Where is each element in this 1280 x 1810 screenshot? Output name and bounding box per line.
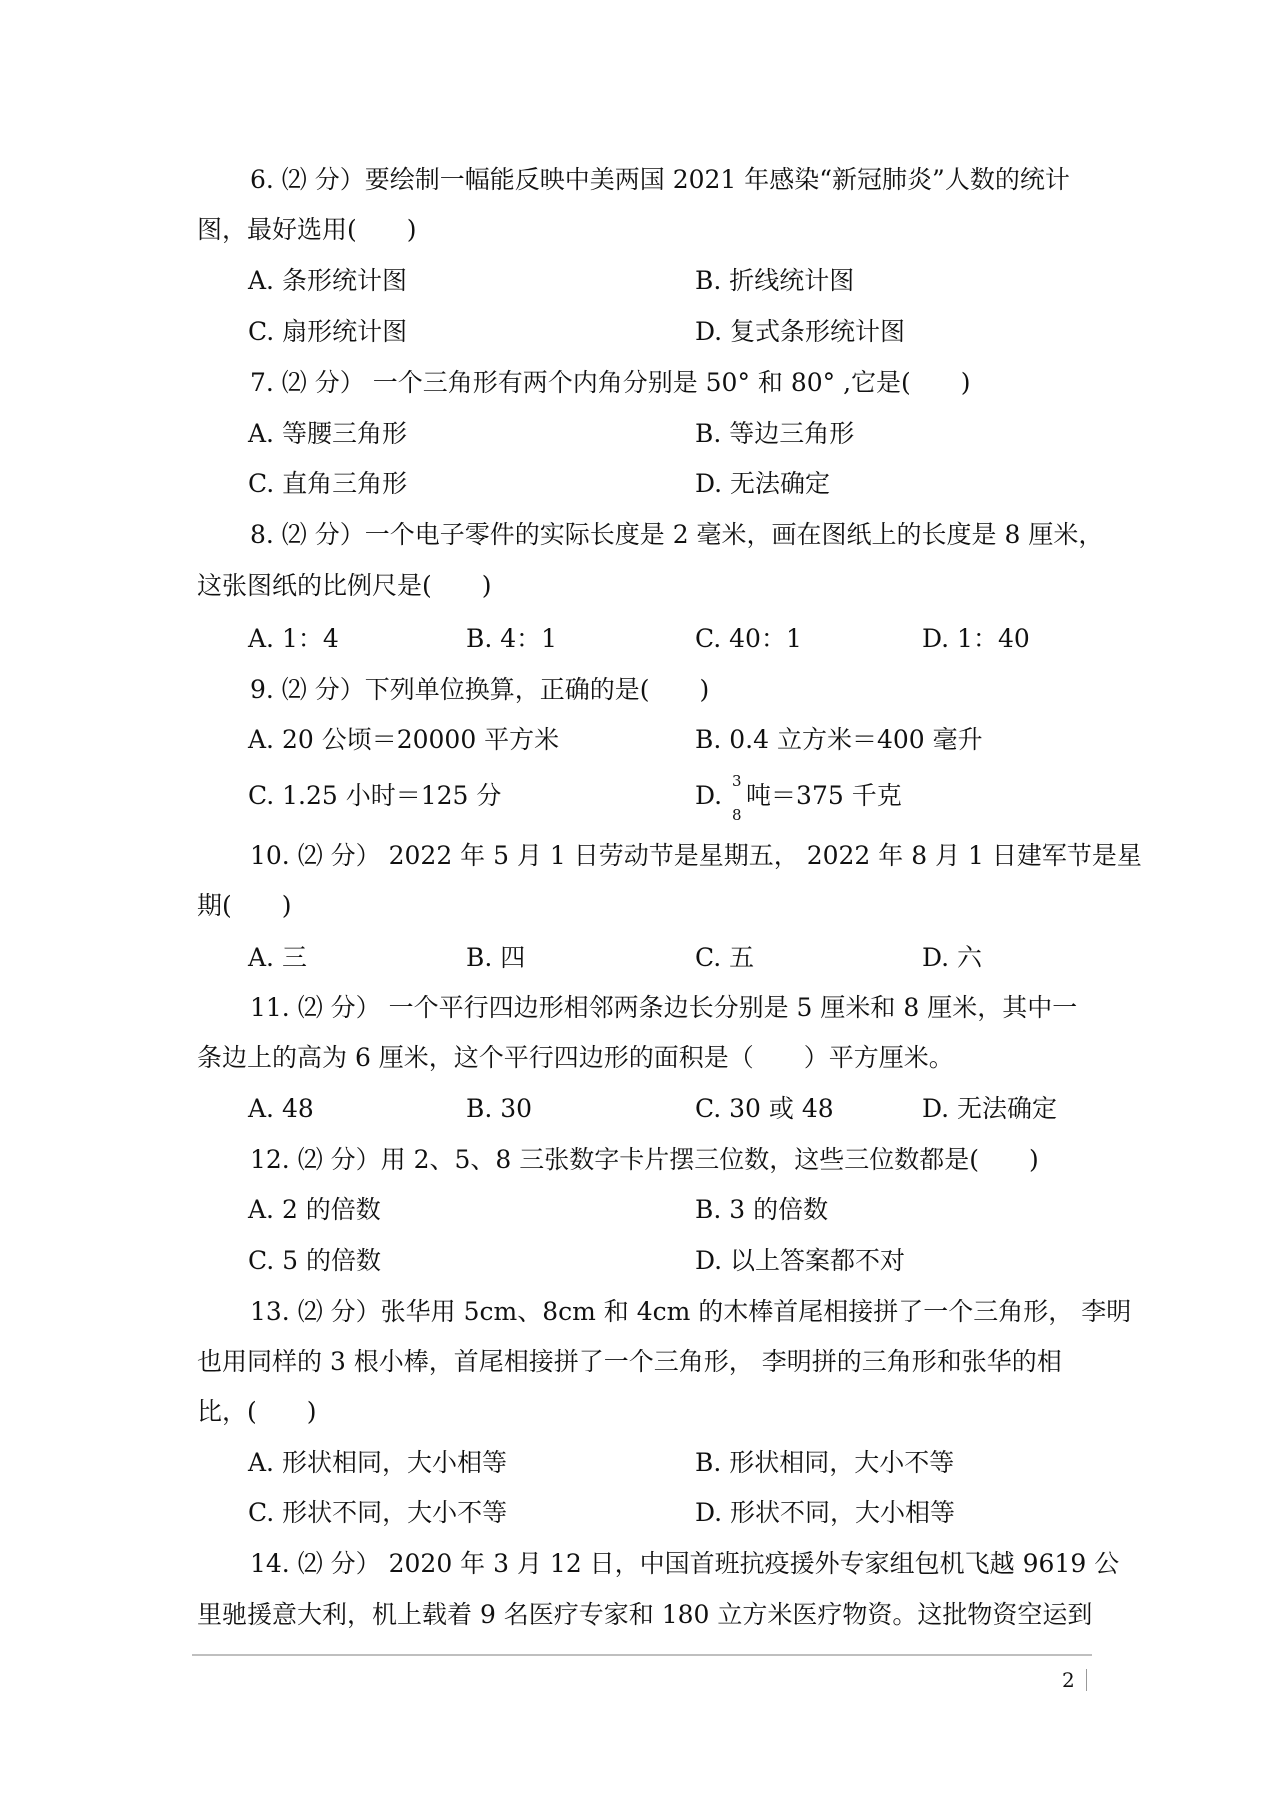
question-8-option-d: D. 1：40 [922,624,1030,653]
question-8-option-a: A. 1：4 [248,624,339,653]
question-13-option-a: A. 形状相同，大小相等 [248,1448,507,1477]
page-number-separator [1086,1669,1087,1691]
question-13-option-c: C. 形状不同，大小不等 [248,1498,508,1527]
question-12-option-d: D. 以上答案都不对 [695,1246,906,1275]
footer-divider [192,1654,1092,1656]
question-9-option-a: A. 20 公顷＝20000 平方米 [248,725,560,754]
question-8-option-c: C. 40：1 [695,624,802,653]
question-14-line-1: 14. ⑵ 分） 2020 年 3 月 12 日，中国首班抗疫援外专家组包机飞越 9619 公 [250,1549,1120,1578]
question-9-line-1: 9. ⑵ 分）下列单位换算，正确的是( ) [250,675,710,704]
question-11-option-d: D. 无法确定 [922,1094,1058,1123]
question-7-option-d: D. 无法确定 [695,469,831,498]
question-12-option-b: B. 3 的倍数 [695,1195,829,1224]
question-6-option-d: D. 复式条形统计图 [695,317,906,346]
question-11-option-c: C. 30 或 48 [695,1094,834,1123]
question-7-option-c: C. 直角三角形 [248,469,408,498]
question-10-line-2: 期( ) [197,891,292,920]
question-9-option-d-prefix: D. [695,781,731,810]
question-13-option-d: D. 形状不同，大小相等 [695,1498,956,1527]
question-6-option-c: C. 扇形统计图 [248,317,408,346]
question-7-line-1: 7. ⑵ 分） 一个三角形有两个内角分别是 50° 和 80° ,它是( ) [250,368,971,397]
question-9-option-b: B. 0.4 立方米＝400 毫升 [695,725,983,754]
question-14-line-2: 里驰援意大利，机上载着 9 名医疗专家和 180 立方米医疗物资。这批物资空运到 [197,1600,1093,1629]
question-11-option-b: B. 30 [466,1094,533,1123]
fraction-numerator: 3 [732,772,742,790]
fraction-denominator: 8 [732,806,742,824]
question-8-line-2: 这张图纸的比例尺是( ) [197,571,492,600]
question-13-option-b: B. 形状相同，大小不等 [695,1448,955,1477]
question-10-option-c: C. 五 [695,943,755,972]
question-6-option-a: A. 条形统计图 [248,266,407,295]
question-9-option-d [695,772,902,824]
question-13-line-1: 13. ⑵ 分）张华用 5cm、8cm 和 4cm 的木棒首尾相接拼了一个三角形， 李明 [250,1297,1132,1326]
question-11-option-a: A. 48 [248,1094,314,1123]
question-12-option-c: C. 5 的倍数 [248,1246,381,1275]
question-8-option-b: B. 4：1 [466,624,558,653]
question-9-option-d-suffix: 吨＝375 千克 [746,781,902,810]
question-12-option-a: A. 2 的倍数 [248,1195,381,1224]
page-number: 2 [1062,1668,1075,1692]
question-7-option-a: A. 等腰三角形 [248,419,407,448]
question-6-option-b: B. 折线统计图 [695,266,855,295]
question-7-option-b: B. 等边三角形 [695,419,855,448]
fraction [730,772,746,824]
question-11-line-1: 11. ⑵ 分） 一个平行四边形相邻两条边长分别是 5 厘米和 8 厘米，其中一 [250,993,1078,1022]
question-13-line-2: 也用同样的 3 根小棒，首尾相接拼了一个三角形， 李明拼的三角形和张华的相 [197,1347,1062,1376]
question-6-line-1: 6. ⑵ 分）要绘制一幅能反映中美两国 2021 年感染“新冠肺炎”人数的统计 [250,165,1070,194]
question-12-line-1: 12. ⑵ 分）用 2、5、8 三张数字卡片摆三位数，这些三位数都是( ) [250,1145,1039,1174]
question-9-option-c: C. 1.25 小时＝125 分 [248,781,502,810]
question-8-line-1: 8. ⑵ 分）一个电子零件的实际长度是 2 毫米，画在图纸上的长度是 8 厘米， [250,520,1104,549]
question-11-line-2: 条边上的高为 6 厘米，这个平行四边形的面积是（ ）平方厘米。 [197,1043,954,1072]
question-10-option-b: B. 四 [466,943,526,972]
question-10-option-a: A. 三 [248,943,307,972]
question-10-option-d: D. 六 [922,943,983,972]
question-13-line-3: 比，( ) [197,1397,317,1426]
question-6-line-2: 图，最好选用( ) [197,215,417,244]
question-10-line-1: 10. ⑵ 分） 2022 年 5 月 1 日劳动节是星期五， 2022 年 8 月 1 日建军节是星 [250,841,1142,870]
